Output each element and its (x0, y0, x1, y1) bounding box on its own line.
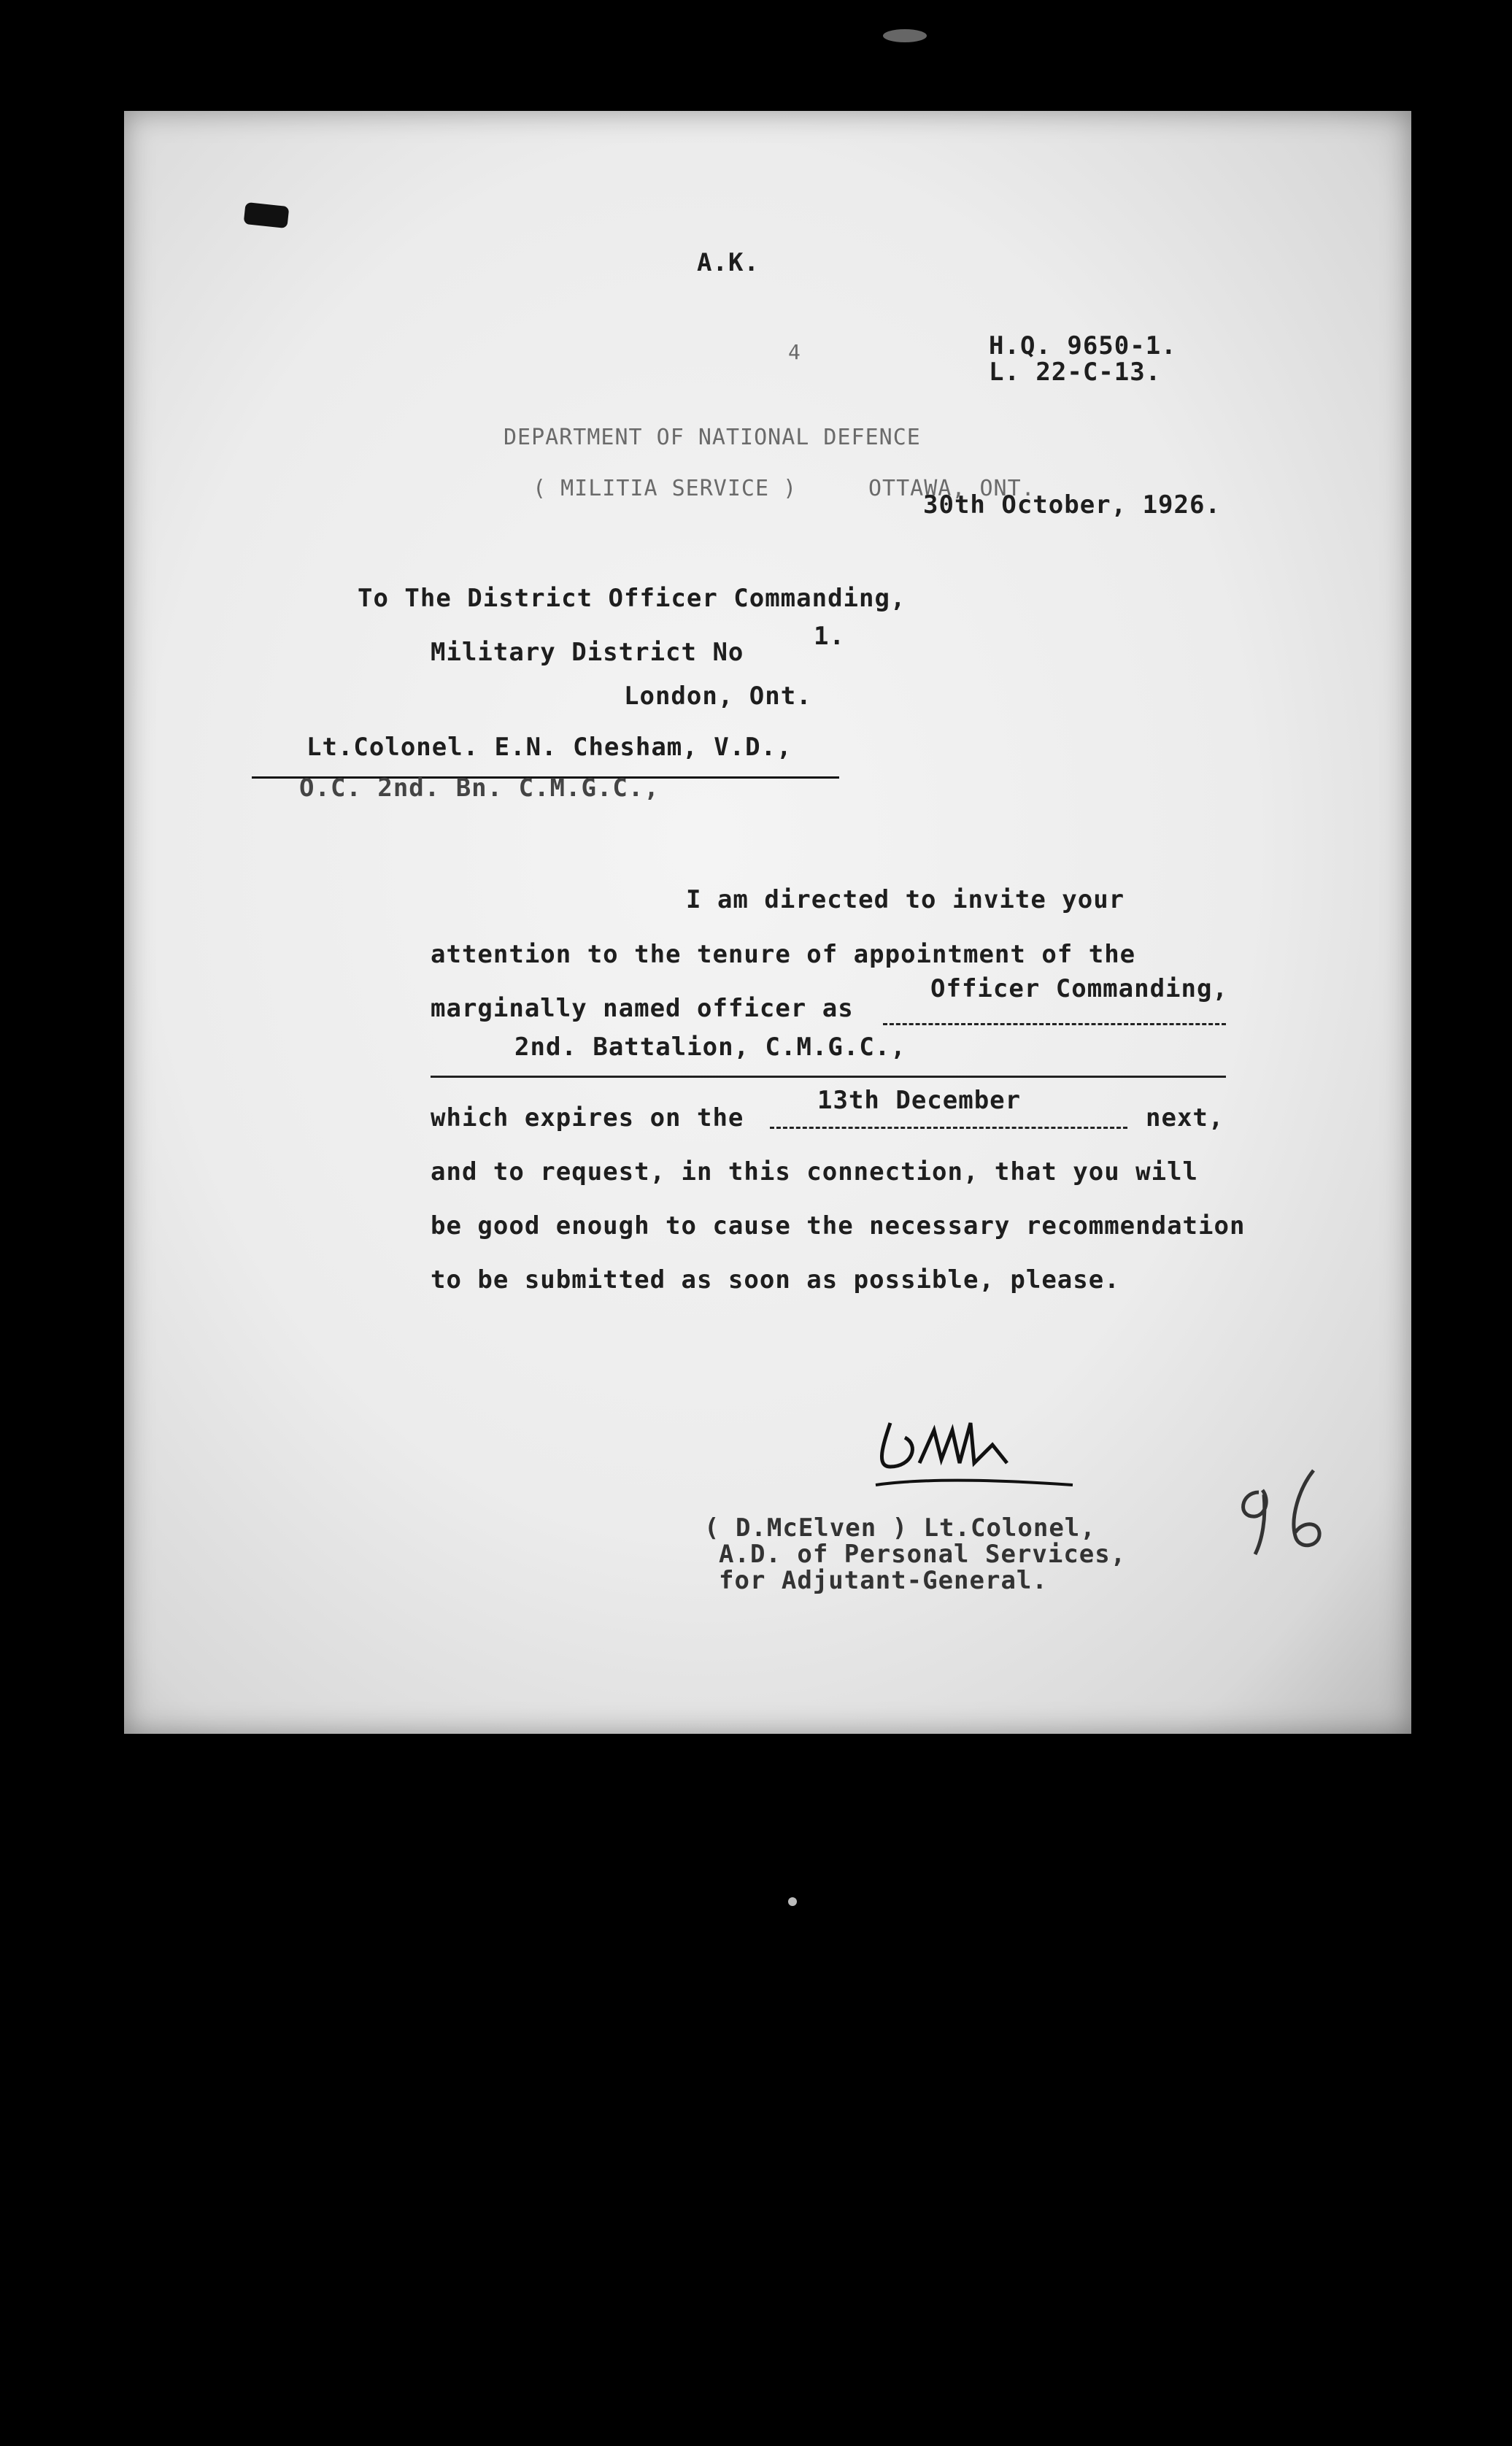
addressee-line-1: To The District Officer Commanding, (358, 584, 906, 613)
initials: A.K. (697, 248, 760, 277)
unit-name: 2nd. Battalion, C.M.G.C., (514, 1033, 906, 1062)
body-line-5-prefix: which expires on the (431, 1103, 744, 1133)
date-underline (770, 1127, 1127, 1129)
marginal-officer-name: Lt.Colonel. E.N. Chesham, V.D., (306, 733, 792, 762)
dust-speck (788, 1897, 797, 1906)
branch-heading: ( MILITIA SERVICE ) (533, 476, 798, 501)
expiry-date: 13th December (817, 1086, 1022, 1115)
addressee-line-2: Military District No (431, 638, 744, 667)
signature-line-3: for Adjutant-General. (719, 1566, 1048, 1595)
handwritten-signature (868, 1394, 1087, 1496)
body-line-5-suffix: next, (1146, 1103, 1224, 1133)
file-reference-1: H.Q. 9650-1. (989, 331, 1177, 360)
fill-in-underline-full (431, 1076, 1226, 1078)
department-heading: DEPARTMENT OF NATIONAL DEFENCE (504, 425, 921, 450)
signature-line-1: ( D.McElven ) Lt.Colonel, (704, 1513, 1096, 1543)
addressee-line-3: London, Ont. (624, 682, 812, 711)
handwritten-folio-number (1226, 1459, 1343, 1576)
page-mark: 4 (788, 340, 801, 364)
fill-in-underline (883, 1023, 1226, 1025)
location-heading: OTTAWA, ONT. (868, 476, 1035, 501)
body-line-7: be good enough to cause the necessary recommendation (431, 1211, 1246, 1241)
document-page (124, 111, 1411, 1734)
body-line-2: attention to the tenure of appointment of the (431, 940, 1136, 969)
signature-line-2: A.D. of Personal Services, (719, 1540, 1127, 1569)
body-line-1: I am directed to invite your (686, 885, 1125, 914)
marginal-unit-struck: O.C. 2nd. Bn. C.M.G.C., (299, 773, 660, 803)
dust-speck (883, 29, 927, 42)
body-line-8: to be submitted as soon as possible, please. (431, 1265, 1120, 1295)
file-reference-2: L. 22-C-13. (989, 358, 1162, 387)
body-line-6: and to request, in this connection, that you will (431, 1157, 1199, 1187)
appointment-title: Officer Commanding, (930, 974, 1228, 1003)
ink-blot (244, 202, 290, 228)
district-number: 1. (814, 622, 845, 651)
letter-date: 30th October, 1926. (923, 490, 1221, 520)
body-line-3-prefix: marginally named officer as (431, 994, 854, 1023)
